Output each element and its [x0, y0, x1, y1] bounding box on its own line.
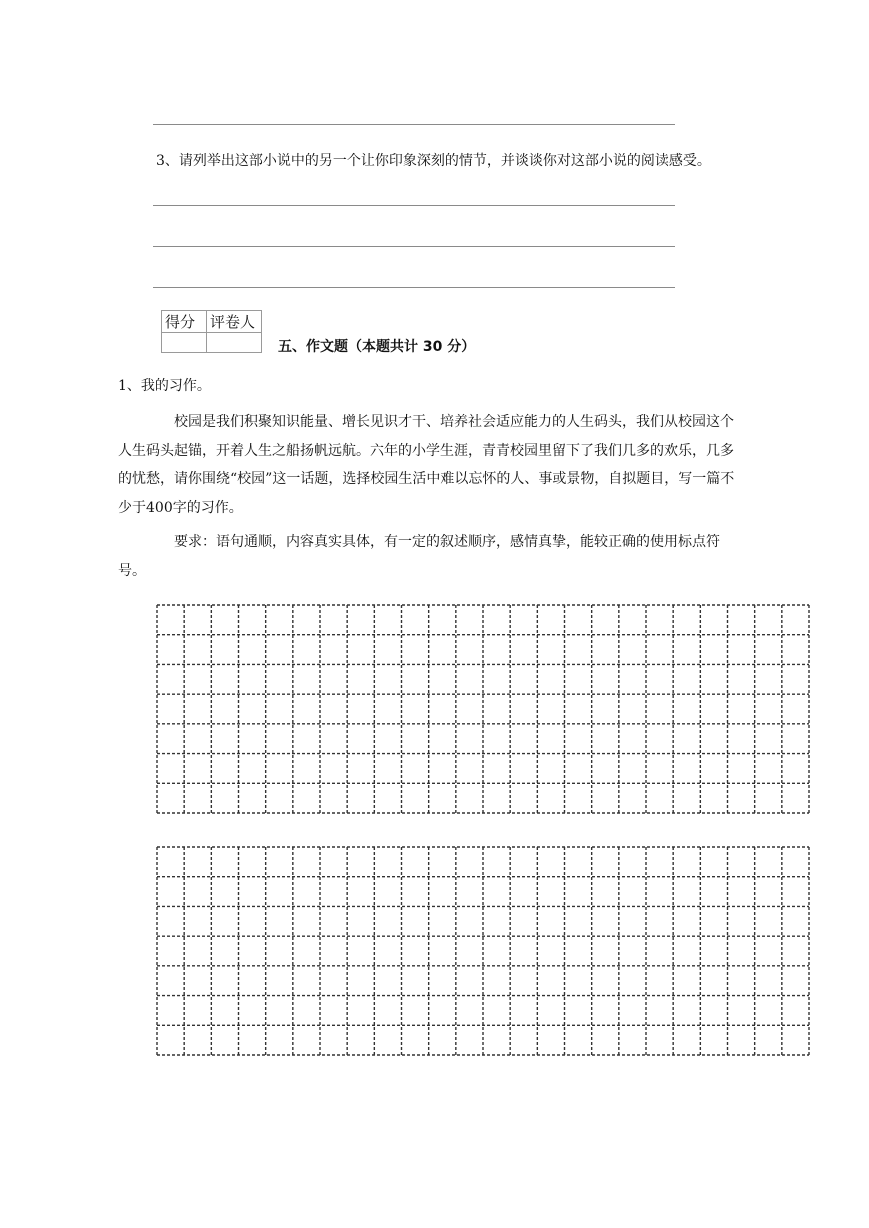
answer-line [153, 124, 675, 125]
composition-prompt [118, 408, 738, 522]
section-title: 五、作文题（本题共计 30 分） [278, 339, 476, 355]
answer-line [153, 246, 675, 247]
score-table [161, 310, 262, 353]
score-label: 得分 [162, 311, 207, 333]
composition-requirement [118, 528, 738, 585]
grader-cell [207, 333, 262, 353]
writing-grid-2 [156, 846, 810, 1056]
writing-grid-1 [156, 604, 810, 814]
score-cell [162, 333, 207, 353]
grader-label: 评卷人 [207, 311, 262, 333]
answer-line [153, 287, 675, 288]
answer-line [153, 205, 675, 206]
composition-item-title: 1、我的习作。 [118, 378, 211, 394]
question-3-text: 3、请列举出这部小说中的另一个让你印象深刻的情节，并谈谈你对这部小说的阅读感受。 [156, 153, 711, 169]
composition-prompt-text: 校园是我们积聚知识能量、增长见识才干、培养社会适应能力的人生码头，我们从校园这个人生码头起锚，开着人生之船扬帆远航。六年的小学生涯，青青校园里留下了我们几多的欢乐，几多的忧愁，请你围绕“校园”这一话题，选择校园生活中难以忘怀的人、事或景物，自拟题目，写一篇不少于400字的习作。 [118, 414, 735, 516]
composition-requirement-text: 要求：语句通顺，内容真实具体，有一定的叙述顺序，感情真挚，能较正确的使用标点符号。 [118, 534, 720, 579]
